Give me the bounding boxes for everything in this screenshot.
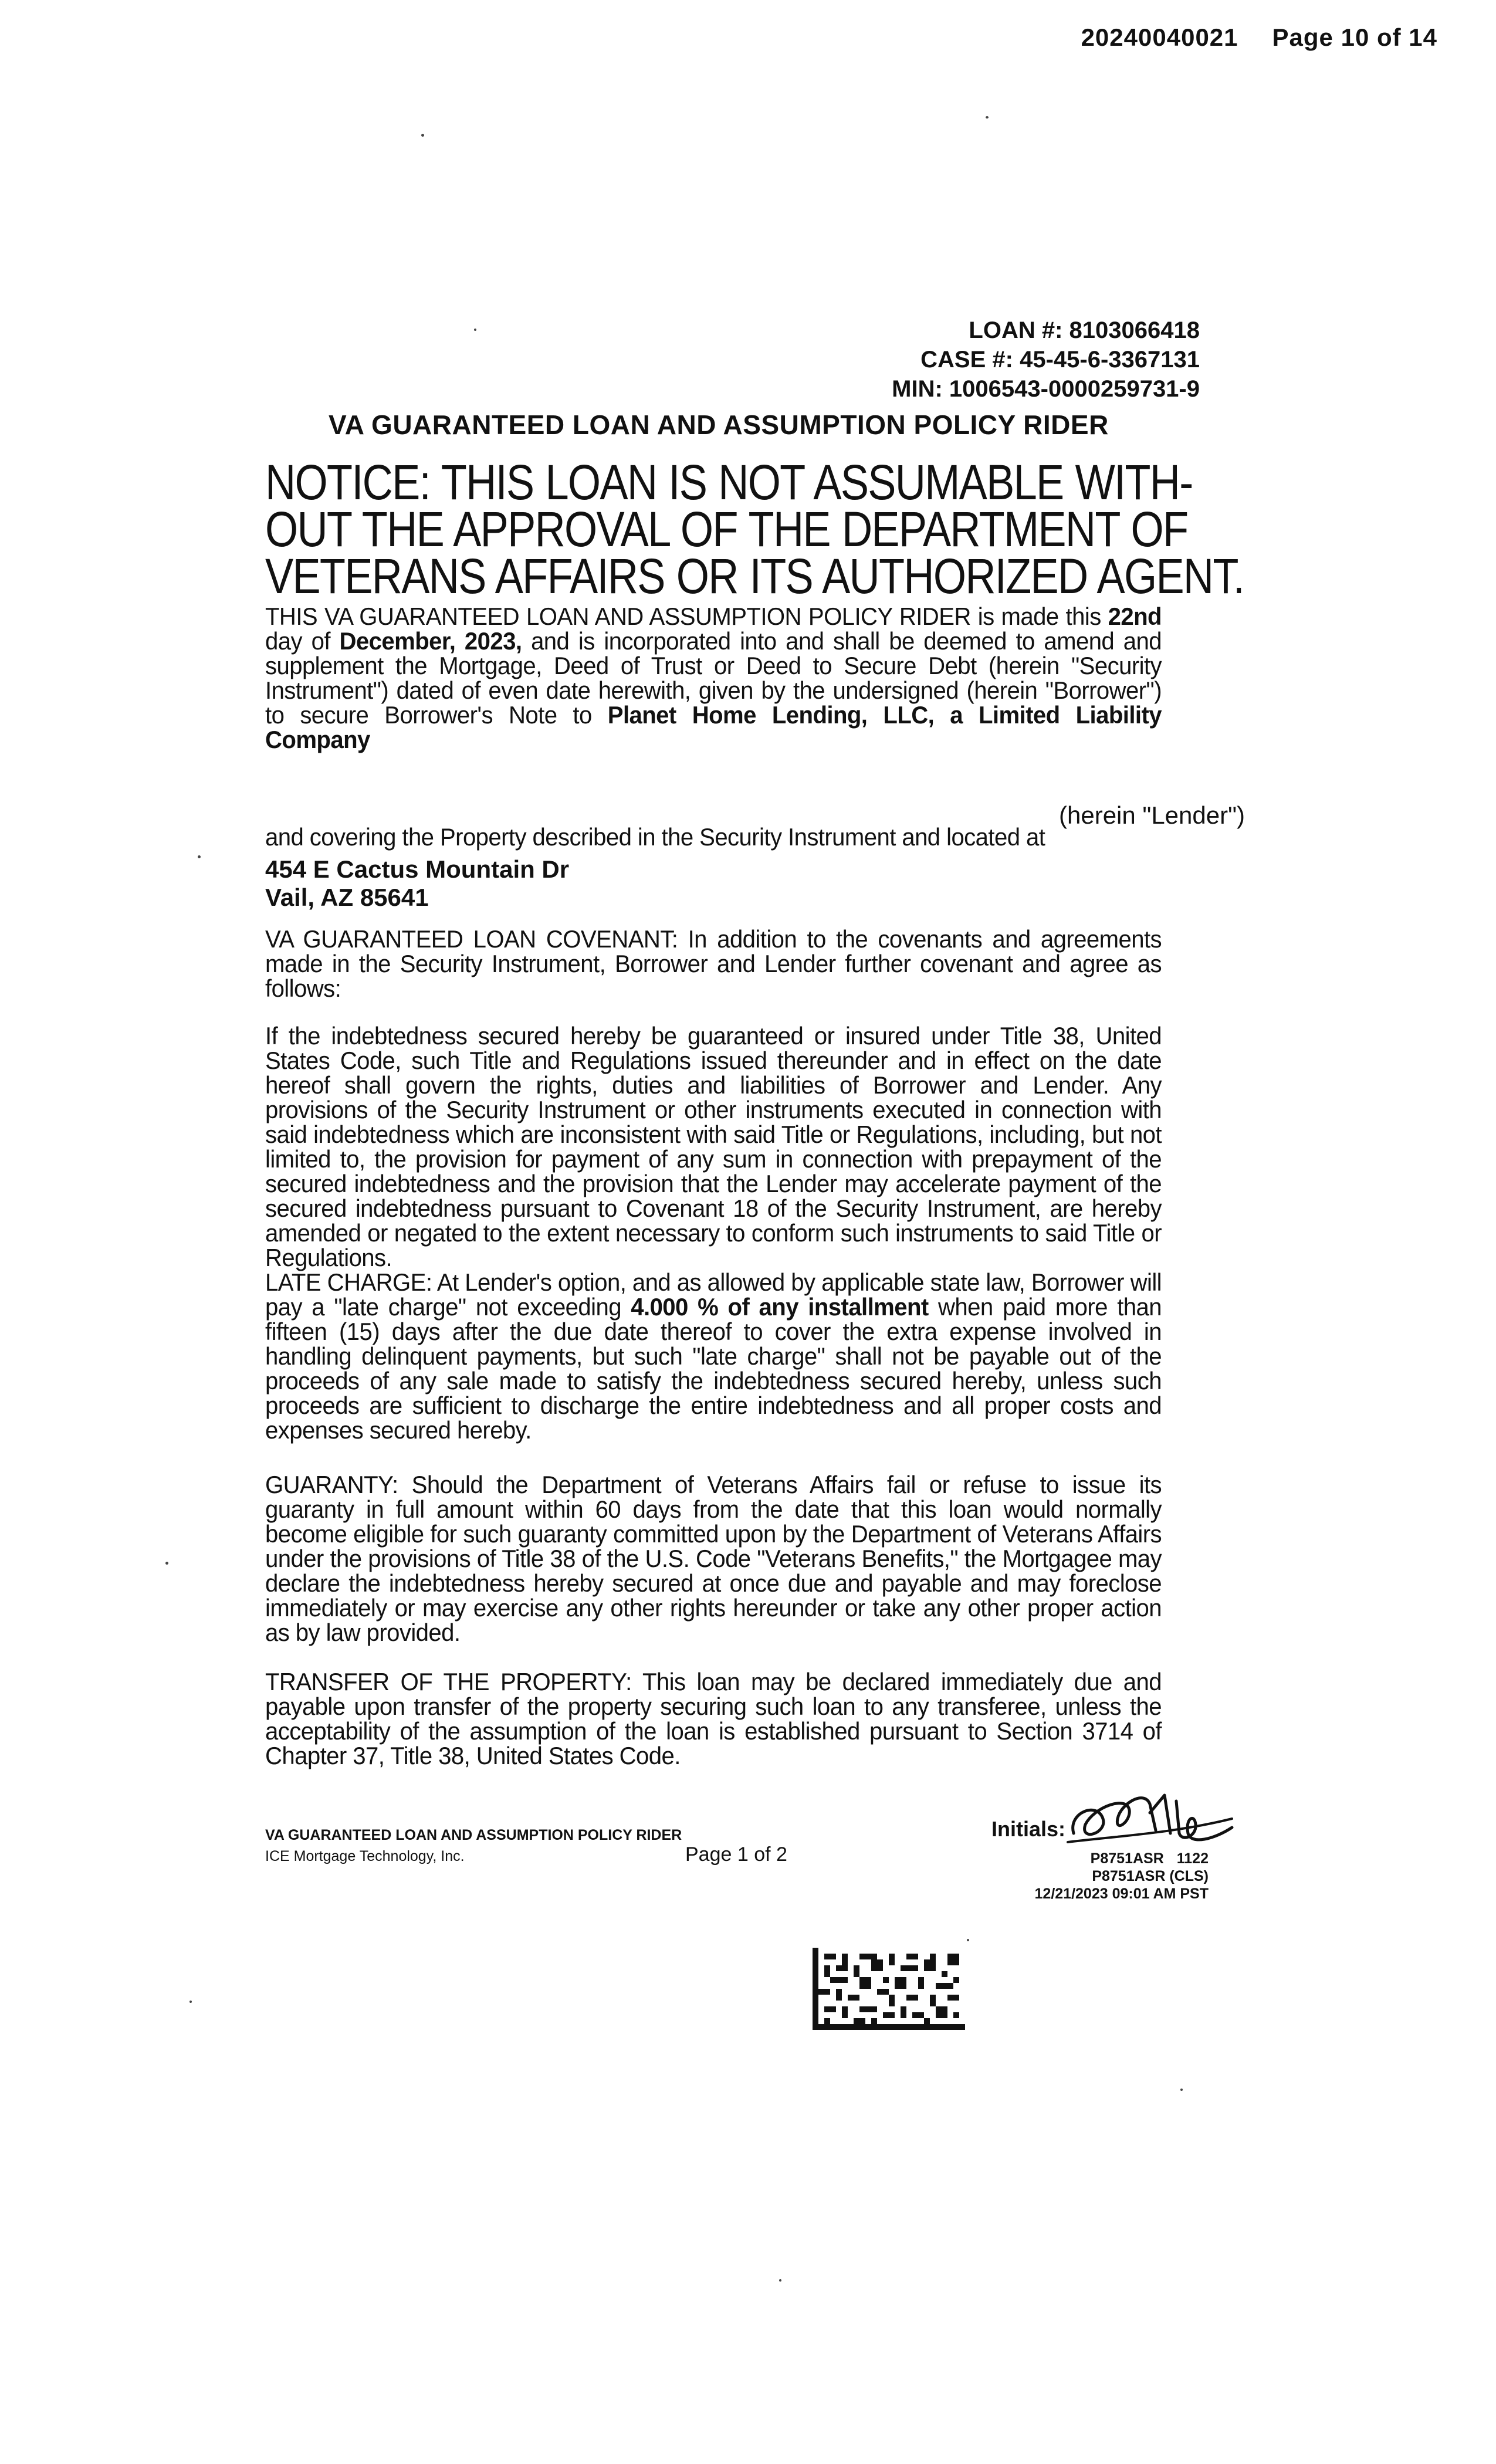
scan-speck bbox=[165, 1562, 168, 1565]
scan-speck bbox=[198, 855, 201, 858]
min-number: MIN: 1006543-0000259731-9 bbox=[892, 376, 1200, 402]
case-number: CASE #: 45-45-6-3367131 bbox=[920, 347, 1200, 373]
late-charge-rate: 4.000 % of any installment bbox=[631, 1293, 929, 1321]
scan-speck bbox=[779, 2279, 781, 2282]
notice-line: OUT THE APPROVAL OF THE DEPARTMENT OF bbox=[265, 502, 1188, 557]
form-code-cls: P8751ASR (CLS) bbox=[1092, 1868, 1209, 1884]
lender-suffix: (herein "Lender") bbox=[1059, 801, 1245, 829]
document-number: 20240040021 bbox=[1081, 23, 1238, 51]
assumption-notice bbox=[265, 455, 1244, 604]
property-city: Vail, AZ 85641 bbox=[265, 884, 429, 911]
footer-org: ICE Mortgage Technology, Inc. bbox=[265, 1848, 465, 1864]
property-address bbox=[265, 855, 569, 912]
initials-label: Initials: bbox=[991, 1817, 1066, 1841]
rider-day: 22nd bbox=[1108, 603, 1162, 630]
transfer-paragraph: TRANSFER OF THE PROPERTY: This loan may be declared immediately due and payable upon transfer of the property securing such loan to any transferee, unless the acceptability of the assumption of the loan is established pursuant to Section 3714 of Chapter 37, Title 38, United States Code. bbox=[265, 1668, 1162, 1769]
page-label: Page 10 of 14 bbox=[1272, 23, 1437, 51]
document-barcode bbox=[813, 1948, 965, 2030]
late-charge-text: LATE CHARGE: At Lender's option, and as allowed by applicable state law, Borrower will pay a "late charge" not exceeding bbox=[265, 1268, 1162, 1321]
scan-speck bbox=[967, 1939, 969, 1941]
property-street: 454 E Cactus Mountain Dr bbox=[265, 855, 570, 883]
intro-paragraph bbox=[265, 604, 1162, 752]
form-revision: 1122 bbox=[1176, 1850, 1209, 1867]
footer-form-title: VA GUARANTEED LOAN AND ASSUMPTION POLICY RIDER bbox=[265, 1827, 682, 1843]
notice-line: VETERANS AFFAIRS OR ITS AUTHORIZED AGENT. bbox=[265, 549, 1244, 604]
footer-page-number: Page 1 of 2 bbox=[685, 1843, 787, 1866]
loan-identifiers bbox=[892, 316, 1200, 404]
intro-text: THIS VA GUARANTEED LOAN AND ASSUMPTION POLICY RIDER is made this bbox=[265, 603, 1108, 630]
scan-speck bbox=[474, 329, 476, 331]
notice-line: NOTICE: THIS LOAN IS NOT ASSUMABLE WITH- bbox=[265, 455, 1193, 510]
loan-number: LOAN #: 8103066418 bbox=[969, 317, 1200, 343]
late-charge-text: when paid more than fifteen (15) days after the due date thereof to cover the extra expense involved in handling delinquent payments, but such "late charge" shall not be payable out of the proceeds of any sale made to satisfy the indebtedness secured hereby, unless such proceeds are sufficient to discharge the entire indebtedness and all proper costs and expenses secured hereby. bbox=[265, 1293, 1162, 1444]
intro-text: day of bbox=[265, 627, 340, 655]
intro-text: and is incorporated into and shall be deemed to amend and supplement the Mortgage, Deed of Trust or Deed to Secure Debt (herein "Security Instrument") dated of even date herewith, given by the undersigned (herein "Borrower") to secure Borrower's Note to bbox=[265, 627, 1162, 729]
rider-date: December, 2023, bbox=[339, 627, 522, 655]
scan-speck bbox=[421, 134, 424, 137]
form-code: P8751ASR bbox=[1090, 1850, 1164, 1867]
scan-speck bbox=[189, 2001, 192, 2003]
covenant-heading: VA GUARANTEED LOAN COVENANT: In addition to the covenants and agreements made in the Security Instrument, Borrower and Lender further covenant and agree as follows: bbox=[265, 925, 1162, 1002]
footer-form-info bbox=[265, 1825, 682, 1867]
print-timestamp: 12/21/2023 09:01 AM PST bbox=[1034, 1886, 1209, 1902]
late-charge-paragraph bbox=[265, 1270, 1162, 1443]
scan-speck bbox=[986, 116, 989, 119]
lender-name: Planet Home Lending, LLC, a Limited Liability Company bbox=[265, 701, 1162, 753]
form-code-line bbox=[1009, 1850, 1209, 1867]
scan-speck bbox=[1180, 2089, 1183, 2091]
guaranty-paragraph: GUARANTY: Should the Department of Veterans Affairs fail or refuse to issue its guaranty in full amount within 60 days from the date that this loan would normally become eligible for such guaranty committed upon by the Department of Veterans Affairs under the provisions of Title 38 of the U.S. Code "Veterans Benefits," the Mortgagee may declare the indebtedness hereby secured at once due and payable and may foreclose immediately or may exercise any other rights hereunder or take any other proper action as by law provided. bbox=[265, 1471, 1162, 1646]
covering-sentence: and covering the Property described in the Security Instrument and located at bbox=[265, 823, 1045, 851]
covenant-body: If the indebtedness secured hereby be guaranteed or insured under Title 38, United States Code, such Title and Regulations issued thereunder and in effect on the date hereof shall govern the rights, duties and liabilities of Borrower and Lender. Any provisions of the Security Instrument or other instruments executed in connection with said indebtedness which are inconsistent with said Title or Regulations, including, but not limited to, the provision for payment of any sum in connection with prepayment of the secured indebtedness and the provision that the Lender may accelerate payment of the secured indebtedness pursuant to Covenant 18 of the Security Instrument, are hereby amended or negated to the extent necessary to conform such instruments to said Title or Regulations. bbox=[265, 1022, 1162, 1271]
rider-title: VA GUARANTEED LOAN AND ASSUMPTION POLICY RIDER bbox=[329, 409, 1109, 440]
form-codes bbox=[1009, 1850, 1209, 1903]
recording-stamp bbox=[1081, 23, 1437, 52]
